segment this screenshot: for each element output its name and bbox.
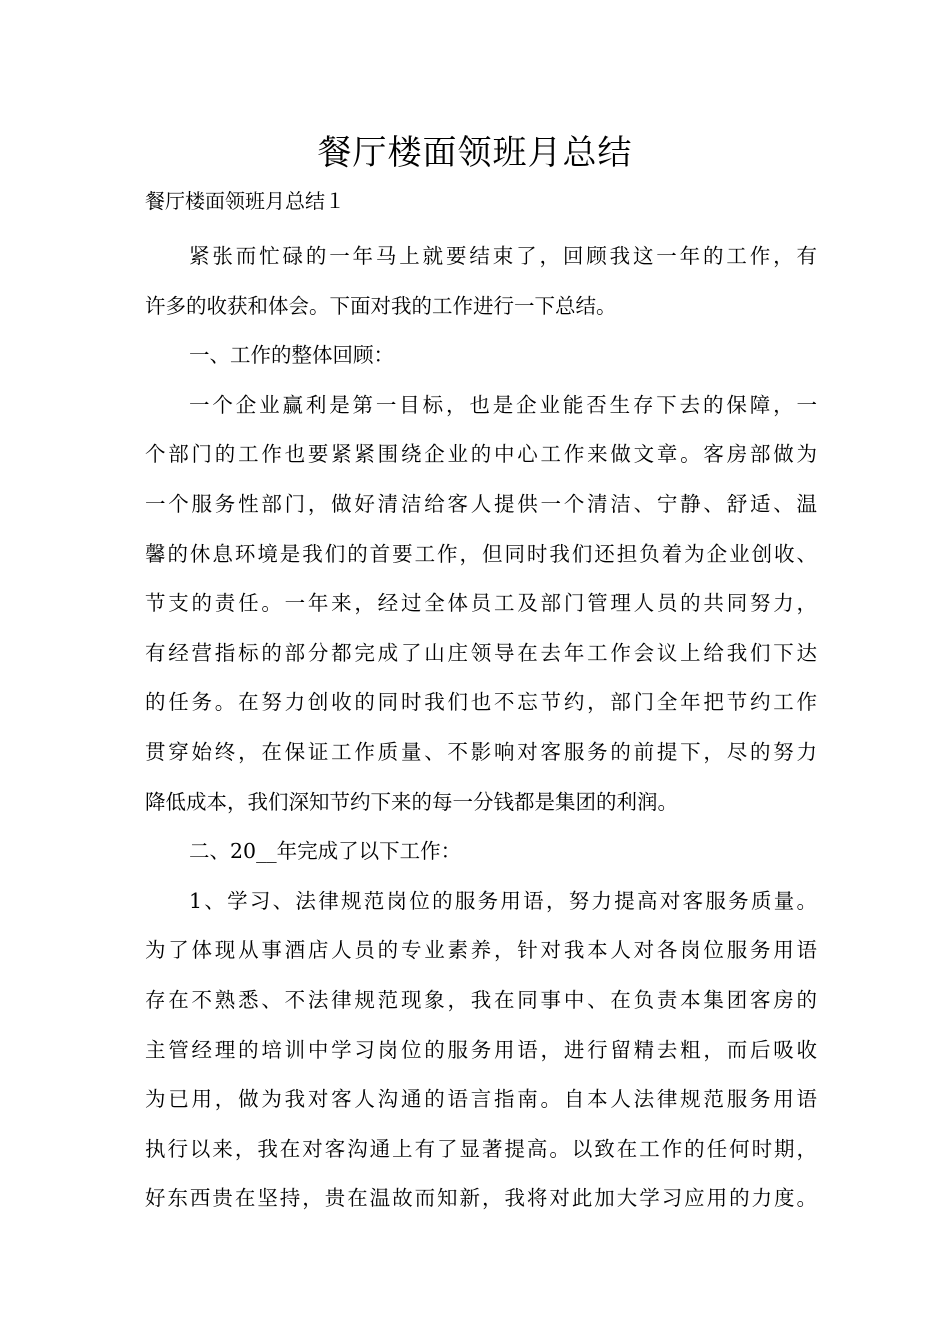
paragraph-line: 降低成本，我们深知节约下来的每一分钱都是集团的利润。 bbox=[145, 789, 678, 814]
document-body bbox=[145, 232, 817, 1224]
paragraph-line: 许多的收获和体会。下面对我的工作进行一下总结。 bbox=[145, 293, 617, 318]
paragraph-line: 有经营指标的部分都完成了山庄领导在去年工作会议上给我们下达 bbox=[145, 640, 817, 665]
paragraph-line: 一个企业赢利是第一目标，也是企业能否生存下去的保障，一 bbox=[189, 392, 817, 417]
paragraph-line: 馨的休息环境是我们的首要工作，但同时我们还担负着为企业创收、 bbox=[145, 541, 817, 566]
paragraph-line: 二、20__年完成了以下工作： bbox=[189, 839, 462, 864]
paragraph-line: 紧张而忙碌的一年马上就要结束了，回顾我这一年的工作，有 bbox=[189, 244, 817, 268]
paragraph-line: 个部门的工作也要紧紧围绕企业的中心工作来做文章。客房部做为 bbox=[145, 442, 817, 467]
paragraph-line: 主管经理的培训中学习岗位的服务用语，进行留精去粗，而后吸收 bbox=[145, 1037, 817, 1062]
paragraph-line: 节支的责任。一年来，经过全体员工及部门管理人员的共同努力， bbox=[145, 591, 817, 616]
paragraph-line: 存在不熟悉、不法律规范现象，我在同事中、在负责本集团客房的 bbox=[145, 987, 817, 1012]
section-heading: 餐厅楼面领班月总结１ bbox=[145, 189, 345, 213]
paragraph-line: 好东西贵在坚持，贵在温故而知新，我将对此加大学习应用的力度。 bbox=[145, 1186, 817, 1211]
paragraph-line: 的任务。在努力创收的同时我们也不忘节约，部门全年把节约工作 bbox=[145, 690, 817, 715]
paragraph-line: 为了体现从事酒店人员的专业素养，针对我本人对各岗位服务用语 bbox=[145, 938, 817, 963]
paragraph-line: 贯穿始终，在保证工作质量、不影响对客服务的前提下，尽的努力 bbox=[145, 739, 817, 764]
paragraph-line: 一、工作的整体回顾： bbox=[189, 343, 394, 368]
document-title: 餐厅楼面领班月总结 bbox=[317, 133, 633, 173]
paragraph-line: 一个服务性部门，做好清洁给客人提供一个清洁、宁静、舒适、温 bbox=[145, 491, 817, 516]
paragraph-line: 执行以来，我在对客沟通上有了显著提高。以致在工作的任何时期， bbox=[145, 1136, 817, 1161]
paragraph-line: 1、学习、法律规范岗位的服务用语，努力提高对客服务质量。 bbox=[189, 888, 817, 913]
paragraph-line: 为已用，做为我对客人沟通的语言指南。自本人法律规范服务用语 bbox=[145, 1087, 817, 1112]
